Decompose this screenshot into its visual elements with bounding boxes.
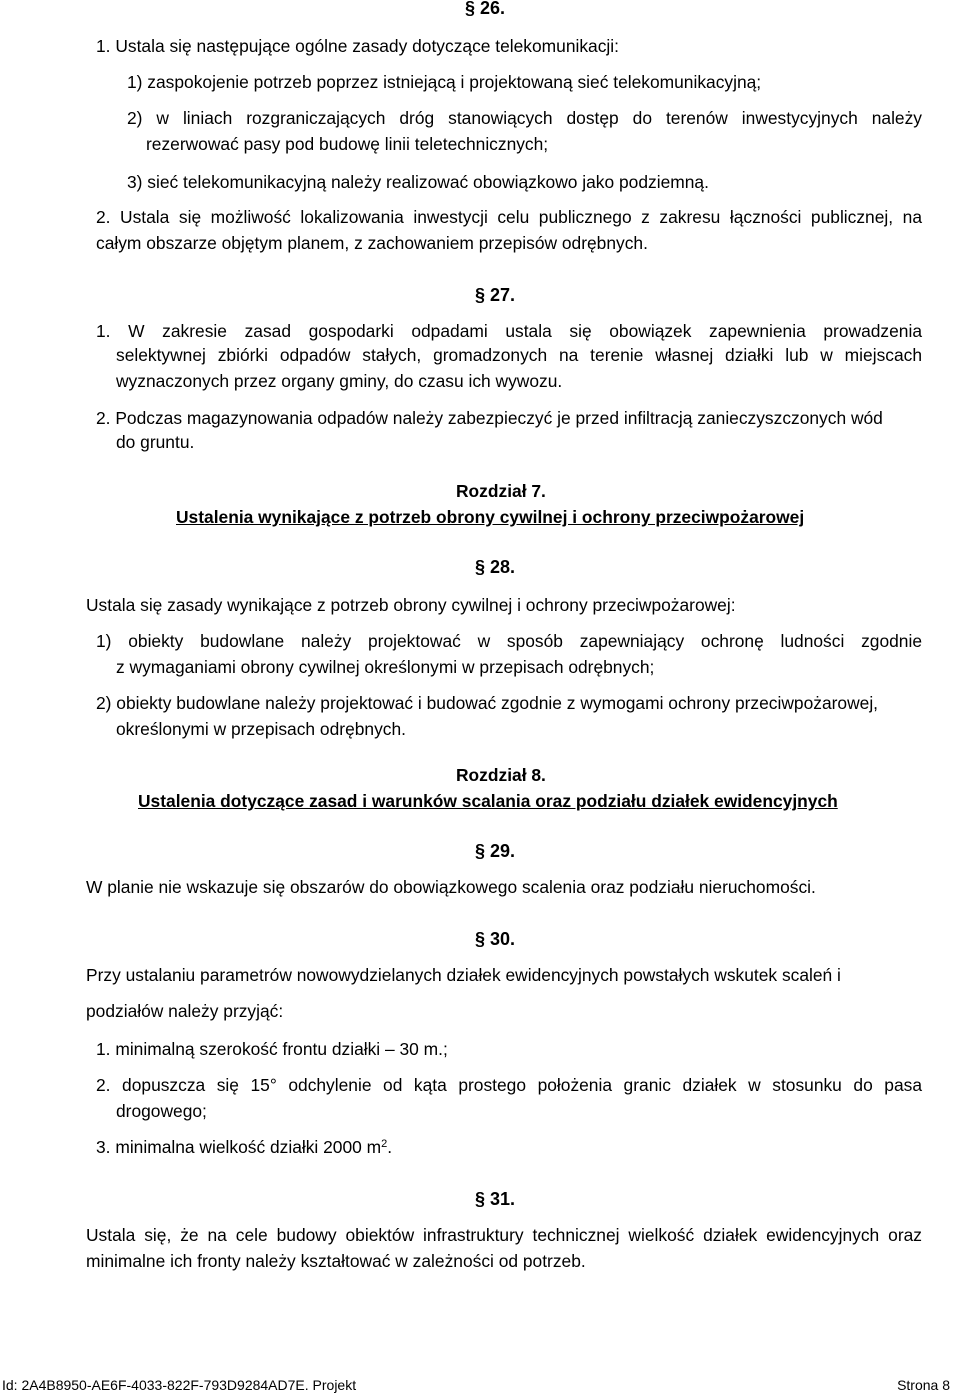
footer-page-number: Strona 8	[897, 1377, 950, 1393]
chapter-label: Rozdział 7.	[456, 481, 546, 501]
paragraph: Ustala się zasady wynikające z potrzeb obrony cywilnej i ochrony przeciwpożarowej:	[86, 595, 736, 615]
chapter-label: Rozdział 8.	[456, 765, 546, 785]
section-heading: § 26.	[465, 0, 506, 18]
section-heading: § 28.	[475, 557, 516, 577]
item-text-end: .	[387, 1137, 393, 1157]
list-item	[96, 1137, 392, 1160]
paragraph: Przy ustalaniu parametrów nowowydzielanych działek ewidencyjnych powstałych wskutek scaleń i	[86, 965, 841, 985]
section-heading: § 30.	[475, 929, 516, 949]
list-item: 1) obiekty budowlane należy projektować w sposób zapewniający ochronę ludności zgodnie	[96, 631, 922, 651]
list-item-continuation: drogowego;	[116, 1101, 207, 1121]
paragraph: 1. W zakresie zasad gospodarki odpadami ustala się obowiązek zapewnienia prowadzenia	[96, 321, 922, 341]
paragraph-continuation: wyznaczonych przez organy gminy, do czasu ich wywozu.	[116, 371, 563, 391]
paragraph: 2. Ustala się możliwość lokalizowania inwestycji celu publicznego z zakresu łączności publicznej, na	[96, 207, 922, 227]
paragraph: 1. Ustala się następujące ogólne zasady dotyczące telekomunikacji:	[96, 36, 619, 56]
chapter-title: Ustalenia dotyczące zasad i warunków scalania oraz podziału działek ewidencyjnych	[138, 791, 838, 811]
paragraph-continuation: selektywnej zbiórki odpadów stałych, gromadzonych na terenie własnej działki lub w miejscach	[116, 345, 922, 365]
list-item-continuation: rezerwować pasy pod budowę linii teletechnicznych;	[146, 134, 549, 154]
list-item-continuation: z wymaganiami obrony cywilnej określonymi w przepisach odrębnych;	[116, 657, 655, 677]
section-heading: § 31.	[475, 1189, 516, 1209]
superscript: 2	[381, 1138, 388, 1150]
paragraph: W planie nie wskazuje się obszarów do obowiązkowego scalenia oraz podziału nieruchomości.	[86, 877, 816, 897]
paragraph-continuation: podziałów należy przyjąć:	[86, 1001, 284, 1021]
section-heading: § 29.	[475, 841, 516, 861]
list-item: 1) zaspokojenie potrzeb poprzez istniejącą i projektowaną sieć telekomunikacyjną;	[127, 72, 762, 92]
paragraph-continuation: całym obszarze objętym planem, z zachowaniem przepisów odrębnych.	[96, 233, 648, 253]
list-item: 1. minimalną szerokość frontu działki – 30 m.;	[96, 1039, 448, 1059]
list-item: 2. dopuszcza się 15° odchylenie od kąta prostego położenia granic działek w stosunku do pasa	[96, 1075, 922, 1095]
paragraph-continuation: do gruntu.	[116, 432, 195, 452]
list-item-continuation: określonymi w przepisach odrębnych.	[116, 719, 406, 739]
section-heading: § 27.	[475, 285, 516, 305]
item-text: 3. minimalna wielkość działki 2000 m	[96, 1137, 382, 1157]
list-item: 2) obiekty budowlane należy projektować i budować zgodnie z wymogami ochrony przeciwpożarowej,	[96, 693, 879, 713]
list-item: 3) sieć telekomunikacyjną należy realizować obowiązkowo jako podziemną.	[127, 172, 709, 192]
list-item: 2) w liniach rozgraniczających dróg stanowiących dostęp do terenów inwestycyjnych należy	[127, 108, 922, 128]
footer-document-id: Id: 2A4B8950-AE6F-4033-822F-793D9284AD7E. Projekt	[2, 1377, 357, 1393]
paragraph-continuation: minimalne ich fronty należy kształtować w zależności od potrzeb.	[86, 1251, 586, 1271]
chapter-title: Ustalenia wynikające z potrzeb obrony cywilnej i ochrony przeciwpożarowej	[176, 507, 805, 527]
paragraph: 2. Podczas magazynowania odpadów należy zabezpieczyć je przed infiltracją zanieczyszczonych wód	[96, 408, 883, 428]
paragraph: Ustala się, że na cele budowy obiektów infrastruktury technicznej wielkość działek ewidencyjnych oraz	[86, 1225, 922, 1245]
